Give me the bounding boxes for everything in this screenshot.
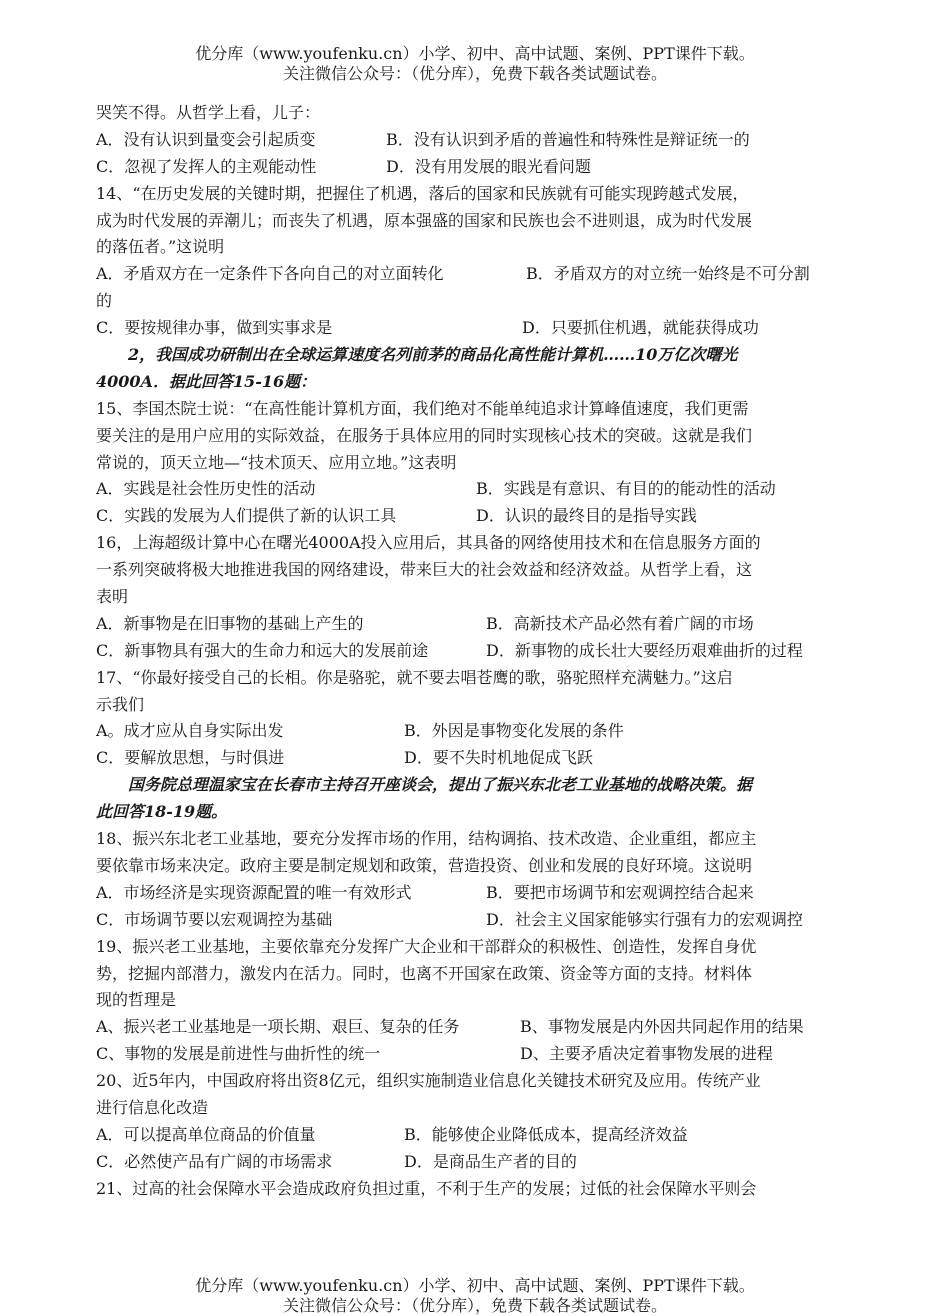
q16-stem-2: 一系列突破将极大地推进我国的网络建设，带来巨大的社会效益和经济效益。从哲学上看，这 — [96, 560, 753, 580]
q18-options-ab — [96, 880, 854, 907]
header-line-2: 关注微信公众号：（优分库），免费下载各类试题试卷。 — [282, 64, 667, 83]
q18-option-d: D．社会主义国家能够实行强有力的宏观调控 — [486, 909, 803, 929]
page-header — [0, 44, 950, 84]
q16-options-cd — [96, 638, 854, 665]
q16-stem-3: 表明 — [96, 587, 129, 607]
q19-option-c: C、事物的发展是前进性与曲折性的统一 — [96, 1044, 381, 1064]
q16-option-d: D．新事物的成长壮大要经历艰难曲折的过程 — [486, 640, 803, 660]
q16-stem-1: 16，上海超级计算中心在曙光4000A投入应用后，其具备的网络使用技术和在信息服务方面的 — [96, 533, 761, 553]
q15-options-cd — [96, 503, 854, 530]
q16-option-b: B．高新技术产品必然有着广阔的市场 — [486, 613, 754, 633]
q13-option-c: C．忽视了发挥人的主观能动性 — [96, 156, 317, 176]
q18-stem-1: 18、振兴东北老工业基地，要充分发挥市场的作用，结构调掐、技术改造、企业重组，都应主 — [96, 829, 757, 849]
intro-18-19-line-2: 此回答18-19题。 — [96, 802, 228, 822]
q17-stem-2: 示我们 — [96, 694, 145, 714]
exam-content — [96, 100, 854, 1203]
q20-stem-2: 进行信息化改造 — [96, 1097, 209, 1117]
q17-options-cd — [96, 745, 854, 772]
q19-options-cd — [96, 1041, 854, 1068]
q18-options-cd — [96, 907, 854, 934]
q14-option-d: D．只要抓住机遇，就能获得成功 — [522, 318, 759, 338]
q13-option-a: A．没有认识到量变会引起质变 — [96, 129, 316, 149]
intro-15-16-line-2: 4000A．据此回答15-16题： — [96, 371, 317, 391]
q17-option-a: A。成才应从自身实际出发 — [96, 721, 284, 741]
q20-option-a: A．可以提高单位商品的价值量 — [96, 1124, 316, 1144]
intro-15-16-line-1: 2，我国成功研制出在全球运算速度名列前茅的商品化高性能计算机……10万亿次曙光 — [128, 345, 738, 365]
q15-options-ab — [96, 476, 854, 503]
q17-options-ab — [96, 718, 854, 745]
q15-stem-2: 要关注的是用户应用的实际效益，在服务于具体应用的同时实现核心技术的突破。这就是我们 — [96, 425, 753, 445]
q14-stem-2: 成为时代发展的弄潮儿；而丧失了机遇，原本强盛的国家和民族也会不进则退，成为时代发展 — [96, 210, 753, 230]
q15-stem-3: 常说的，顶天立地—“技术顶天、应用立地。”这表明 — [96, 452, 457, 472]
q13-options-cd — [96, 154, 854, 181]
page-footer — [0, 1276, 950, 1316]
q14-option-a: A．矛盾双方在一定条件下各向自己的对立面转化 — [96, 264, 444, 284]
footer-line-1: 优分库（www.youfenku.cn）小学、初中、高中试题、案例、PPT课件下载。 — [195, 1276, 755, 1295]
q20-option-b: B．能够使企业降低成本，提高经济效益 — [404, 1124, 688, 1144]
q13-options-ab — [96, 127, 854, 154]
q20-options-ab — [96, 1122, 854, 1149]
header-line-1: 优分库（www.youfenku.cn）小学、初中、高中试题、案例、PPT课件下载。 — [195, 44, 755, 63]
q16-options-ab — [96, 611, 854, 638]
q19-stem-1: 19、振兴老工业基地，主要依靠充分发挥广大企业和干部群众的积极性、创造性，发挥自身优 — [96, 936, 757, 956]
q15-option-a: A．实践是社会性历史性的活动 — [96, 479, 316, 499]
q19-option-a: A、振兴老工业基地是一项长期、艰巨、复杂的任务 — [96, 1017, 460, 1037]
q15-option-c: C．实践的发展为人们提供了新的认识工具 — [96, 506, 397, 526]
q16-option-c: C．新事物具有强大的生命力和远大的发展前途 — [96, 640, 429, 660]
q14-options-cd — [96, 315, 854, 342]
q18-stem-2: 要依靠市场来决定。政府主要是制定规划和政策，营造投资、创业和发展的良好环境。这说明 — [96, 855, 753, 875]
q14-option-b: B．矛盾双方的对立统一始终是不可分割 — [526, 264, 810, 284]
q14-option-b-cont: 的 — [96, 291, 113, 311]
q14-option-c: C．要按规律办事，做到实事求是 — [96, 318, 333, 338]
q15-option-d: D．认识的最终目的是指导实践 — [476, 506, 697, 526]
q16-option-a: A．新事物是在旧事物的基础上产生的 — [96, 613, 364, 633]
intro-18-19-line-1: 国务院总理温家宝在长春市主持召开座谈会，提出了振兴东北老工业基地的战略决策。据 — [128, 775, 753, 795]
q19-stem-3: 现的哲理是 — [96, 990, 177, 1010]
q18-option-c: C．市场调节要以宏观调控为基础 — [96, 909, 333, 929]
q17-option-b: B．外因是事物变化发展的条件 — [404, 721, 624, 741]
q20-option-c: C．必然使产品有广阔的市场需求 — [96, 1151, 333, 1171]
q19-option-b: B、事物发展是内外因共同起作用的结果 — [520, 1017, 804, 1037]
q19-stem-2: 势，挖掘内部潜力，激发内在活力。同时，也离不开国家在政策、资金等方面的支持。材料体 — [96, 963, 753, 983]
q17-option-c: C．要解放思想，与时俱进 — [96, 748, 285, 768]
q19-option-d: D、主要矛盾决定着事物发展的进程 — [520, 1044, 773, 1064]
q20-option-d: D．是商品生产者的目的 — [404, 1151, 577, 1171]
q13-stem: 哭笑不得。从哲学上看，儿子： — [96, 103, 321, 122]
q18-option-b: B．要把市场调节和宏观调控结合起来 — [486, 882, 754, 902]
q15-stem-1: 15、李国杰院士说：“在高性能计算机方面，我们绝对不能单纯追求计算峰值速度，我们更需 — [96, 398, 749, 418]
q14-options-ab — [96, 261, 854, 288]
q13-option-d: D．没有用发展的眼光看问题 — [386, 156, 591, 176]
q20-options-cd — [96, 1149, 854, 1176]
q21-stem-1: 21、过高的社会保障水平会造成政府负担过重，不利于生产的发展；过低的社会保障水平则会 — [96, 1178, 757, 1198]
q14-stem-1: 14、“在历史发展的关键时期，把握住了机遇，落后的国家和民族就有可能实现跨越式发展， — [96, 183, 749, 203]
q20-stem-1: 20、近5年内，中国政府将出资8亿元，组织实施制造业信息化关键技术研究及应用。传统产业 — [96, 1071, 761, 1091]
q13-option-b: B．没有认识到矛盾的普遍性和特殊性是辩证统一的 — [386, 129, 750, 149]
q17-option-d: D．要不失时机地促成飞跃 — [404, 748, 593, 768]
q18-option-a: A．市场经济是实现资源配置的唯一有效形式 — [96, 882, 412, 902]
q14-stem-3: 的落伍者。”这说明 — [96, 237, 225, 257]
q17-stem-1: 17、“你最好接受自己的长相。你是骆驼，就不要去唱苍鹰的歌，骆驼照样充满魅力。”这启 — [96, 667, 733, 687]
footer-line-2: 关注微信公众号：（优分库），免费下载各类试题试卷。 — [282, 1296, 667, 1315]
q19-options-ab — [96, 1014, 854, 1041]
q15-option-b: B．实践是有意识、有目的的能动性的活动 — [476, 479, 776, 499]
